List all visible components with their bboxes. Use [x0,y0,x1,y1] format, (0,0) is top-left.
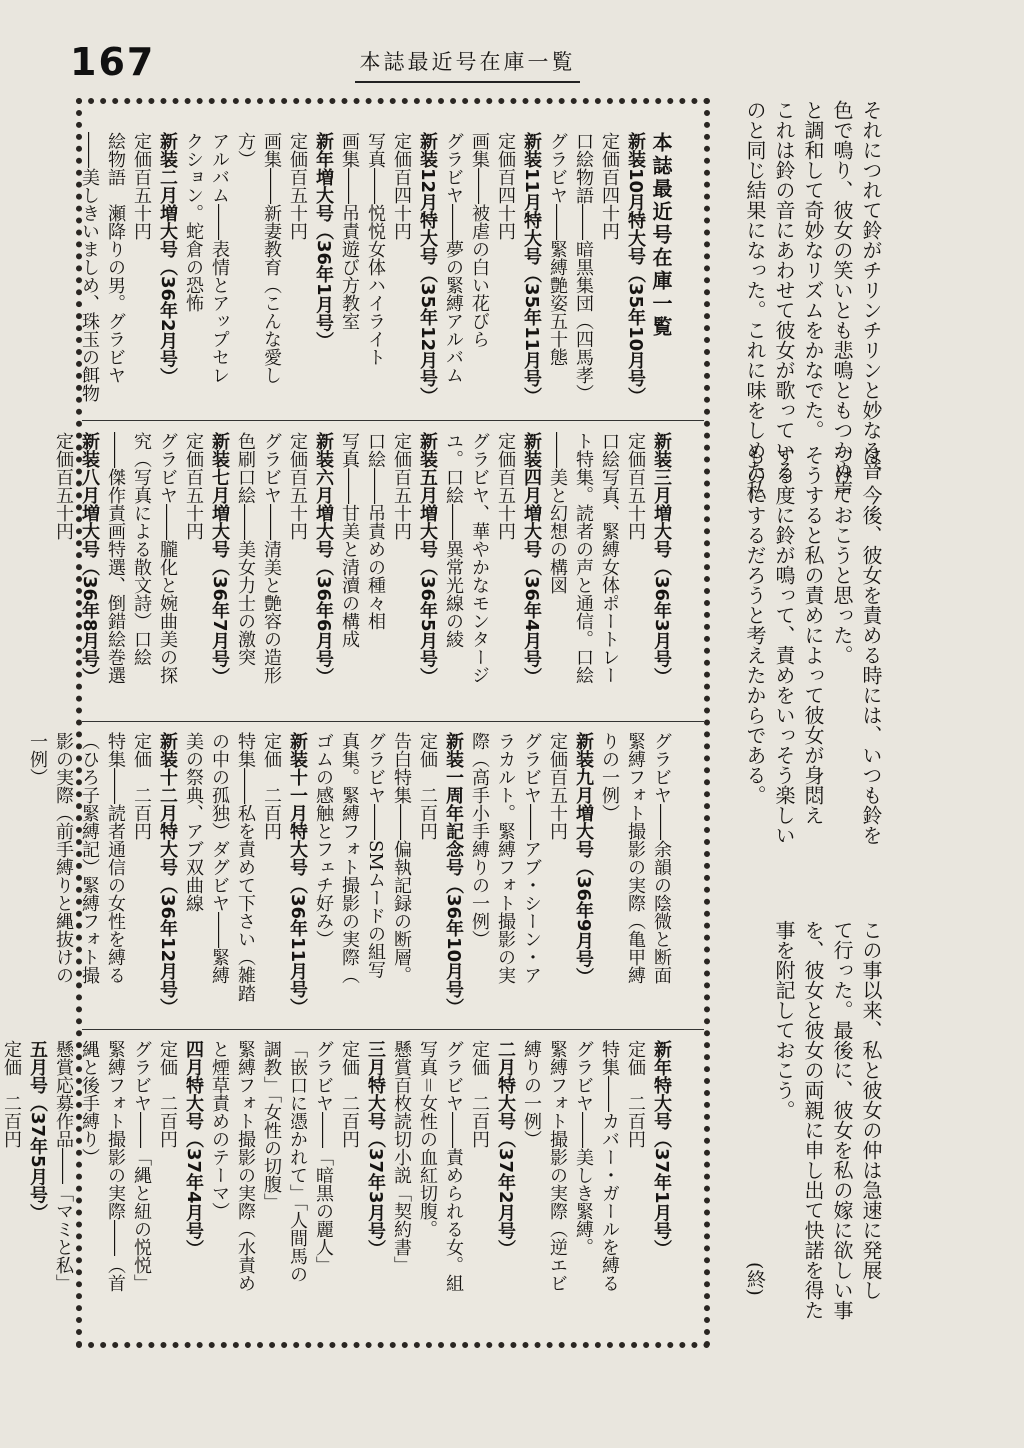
issue-detail-line: 縄と後手縛り） [79,1040,100,1166]
issue-heading: 新装六月増大号（36年6月号） [313,432,334,686]
issue-detail-line: 定価 二百円 [261,732,282,840]
issue-detail-line: 美の祭典、アブ双曲線 [183,732,204,912]
story-text-top [725,100,885,500]
issue-detail-line: 定価百五十円 [287,432,308,540]
issue-detail-line: 定価百五十円 [53,432,74,540]
issue-detail-line: 真集。緊縛フォト撮影の実際（ [339,732,360,984]
issue-detail-line: グラビヤ――清美と艶容の造形 [261,432,282,684]
running-head: 本誌最近号在庫一覧 [355,46,580,83]
issue-detail-line: の中の孤独）ダグビヤ――緊縛 [209,732,230,984]
issue-detail-line: 定価 二百円 [157,1040,178,1148]
story-line: は、今後、彼女を責める時には、いつも鈴を [859,445,883,845]
issue-detail-line: ――傑作責画特選、倒錯絵巻選 [105,432,126,684]
issue-heading: 新装一周年記念号（36年10月号） [443,732,464,1017]
issue-detail-line: 懸賞百枚読切小説「契約書」 [391,1040,412,1274]
issue-heading: 新装五月増大号（36年5月号） [417,432,438,686]
story-line: この事以来、私と彼女の仲は急速に発展し [859,920,883,1300]
issue-detail-line: 定価 二百円 [1,1040,22,1148]
issue-detail-line: 色刷口絵――美女力士の激突 [235,432,256,666]
back-issue-list-box [1,98,710,1348]
issue-detail-line: グラビヤ――朧化と婉曲美の探 [157,432,178,684]
issue-detail-line: 画集――吊責遊び方教室 [339,132,360,330]
issue-detail-line: グラビヤ――SMムードの組写 [365,732,386,979]
divider [82,1029,704,1030]
issue-heading: 新装12月特大号（35年12月号） [417,132,438,406]
story-line: 色で鳴り、彼女の笑いとも悲鳴ともつかぬ声 [830,100,854,500]
issue-heading: 新年特大号（37年1月号） [651,1040,672,1258]
story-line: これは鈴の音にあわせて彼女が歌っている [772,100,796,480]
back-issue-block-1 [79,132,674,416]
issue-detail-line: 定価百四十円 [391,132,412,240]
issue-detail-line: グラビヤ――緊縛艶姿五十態 [547,132,568,366]
issue-detail-line: 告白特集――偏執記録の断層。 [391,732,412,984]
issue-detail-line: グラビヤ――「縄と紐の悦悦」 [131,1040,152,1292]
issue-detail-line: 画集――被虐の白い花びら [469,132,490,348]
issue-detail-line: ゴムの感触とフェチ好み） [313,732,334,948]
issue-detail-line: ユ。口絵――異常光線の綾 [443,432,464,648]
issue-heading: 新装11月特大号（35年11月号） [521,132,542,406]
issue-detail-line: 写真＝女性の血紅切腹。 [417,1040,438,1238]
issue-detail-line: 口絵写真、緊縛女体ポートレー [599,432,620,684]
issue-detail-line: 懸賞応募作品――「マミと私」 [53,1040,74,1292]
issue-heading: 新年増大号（36年1月号） [313,132,334,350]
issue-heading: 新装10月特大号（35年10月号） [625,132,646,406]
issue-detail-line: 緊縛フォト撮影の実際（水責め [235,1040,256,1292]
issue-detail-line: 定価百五十円 [287,132,308,240]
issue-heading: 新装十一月特大号（36年11月号） [287,732,308,1017]
issue-detail-line: 定価百五十円 [495,432,516,540]
story-text-bottom [725,920,885,1390]
story-line: それにつれて鈴がチリンチリンと妙なる音 [859,100,883,480]
issue-heading: 新装十二月特大号（36年12月号） [157,732,178,1017]
issue-detail-line: 定価 二百円 [469,1040,490,1148]
issue-detail-line: 口絵――吊責めの種々相 [365,432,386,630]
issue-detail-line: 口絵物語――暗黒集団（四馬孝） [573,132,594,402]
issue-heading: 新装八月増大号（36年8月号） [79,432,100,686]
issue-detail-line: 方） [235,132,256,168]
issue-heading: 三月特大号（37年3月号） [365,1040,386,1258]
back-issue-block-3 [27,732,674,1024]
issue-detail-line: と煙草責めのテーマ） [209,1040,230,1220]
issue-detail-line: 究（写真による散文詩）口絵 [131,432,152,666]
story-text-middle [725,445,885,875]
story-line: て行った。最後に、彼女を私の嫁に欲しい事 [830,920,854,1320]
issue-detail-line: ト特集。読者の声と通信。口絵 [573,432,594,684]
issue-detail-line: 定価百五十円 [625,432,646,540]
issue-detail-line: 定価 二百円 [339,1040,360,1148]
issue-detail-line: ラカルト。緊縛フォト撮影の実 [495,732,516,984]
issue-detail-line: 定価百五十円 [391,432,412,540]
issue-heading: 新装九月増大号（36年9月号） [573,732,594,986]
issue-detail-line: アルバム――表情とアップセレ [209,132,230,384]
issue-detail-line: 定価 二百円 [131,732,152,840]
issue-detail-line: 絵物語 瀬降りの男。グラビヤ [105,132,126,384]
issue-detail-line: 定価百五十円 [183,432,204,540]
divider [82,721,704,722]
issue-detail-line: 調教」「女性の切腹」 [261,1040,282,1211]
story-line: を、彼女と彼女の両親に申し出て快諾を得た [801,920,825,1320]
issue-detail-line: 写真――悦悦女体ハイライト [365,132,386,366]
issue-detail-line: 定価百五十円 [131,132,152,240]
issue-detail-line: 定価百五十円 [547,732,568,840]
issue-detail-line: 画集――新妻教育（こんな愛し [261,132,282,384]
list-title: 本誌最近号在庫一覧 [649,132,673,339]
issue-heading: 新装四月増大号（36年4月号） [521,432,542,686]
issue-detail-line: 緊縛フォト撮影の実際（逆エビ [547,1040,568,1292]
issue-detail-line: りの一例） [599,732,620,822]
story-line: ものにするだろうと考えたからである。 [743,445,767,805]
story-line: する度に鈴が鳴って、責めをいっそう楽しい [772,445,796,845]
story-line: と調和して奇妙なリズムをかなでた。 [801,100,825,440]
issue-detail-line: グラビヤ――「暗黒の麗人」 [313,1040,334,1274]
issue-heading: 五月号（37年5月号） [27,1040,48,1222]
issue-detail-line: 写真――甘美と清瀆の構成 [339,432,360,648]
issue-detail-line: ――美しきいましめ、珠玉の餌物 [79,132,100,402]
issue-detail-line: 「嵌口に憑かれて」「人間馬の [287,1040,308,1283]
issue-detail-line: 特集――読者通信の女性を縛る [105,732,126,984]
issue-detail-line: （ひろ子緊縛記）緊縛フォト撮 [79,732,100,984]
issue-detail-line: 定価 二百円 [625,1040,646,1148]
issue-detail-line: 緊縛フォト撮影の実際――（首 [105,1040,126,1292]
issue-detail-line: グラビヤ――余韻の陰微と断面 [651,732,672,984]
story-line: 事を附記しておこう。 [772,920,796,1120]
page-number: 167 [70,40,156,84]
issue-detail-line: グラビヤ――夢の緊縛アルバム [443,132,464,384]
story-line: そうすると私の責めによって彼女が身悶え [801,445,825,825]
issue-detail-line: 影の実際（前手縛りと縄抜けの [53,732,74,984]
issue-detail-line: 定価 二百円 [417,732,438,840]
issue-detail-line: 縛りの一例） [521,1040,542,1148]
issue-heading: 四月特大号（37年4月号） [183,1040,204,1258]
issue-heading: 二月特大号（37年2月号） [495,1040,516,1258]
issue-detail-line: 緊縛フォト撮影の実際（亀甲縛 [625,732,646,984]
end-mark: (終) [744,1262,766,1296]
issue-heading: 新装二月増大号（36年2月号） [157,132,178,386]
issue-detail-line: 定価百四十円 [495,132,516,240]
issue-heading: 新装三月増大号（36年3月号） [651,432,672,686]
issue-detail-line: グラビヤ、華やかなモンタージ [469,432,490,684]
issue-detail-line: グラビヤ――責められる女。組 [443,1040,464,1292]
issue-detail-line: ――美と幻想の構図 [547,432,568,594]
divider [82,420,704,421]
issue-detail-line: 定価百四十円 [599,132,620,240]
issue-detail-line: 特集――私を責めて下さい（雑踏 [235,732,256,1002]
issue-detail-line: クション。蛇倉の恐怖 [183,132,204,312]
issue-detail-line: グラビヤ――美しき緊縛。 [573,1040,594,1256]
issue-detail-line: 特集――カバー・ガールを縛る [599,1040,620,1292]
issue-heading: 新装七月増大号（36年7月号） [209,432,230,686]
issue-detail-line: グラビヤ――アブ・シーン・ア [521,732,542,984]
back-issue-block-4 [1,1040,674,1330]
story-line: のと同じ結果になった。これに味をしめた私 [743,100,767,500]
back-issue-block-2 [53,432,674,716]
story-line: つけておこうと思った。 [830,445,854,665]
issue-detail-line: 際（高手小手縛りの一例） [469,732,490,948]
issue-detail-line: 一例） [27,732,48,786]
